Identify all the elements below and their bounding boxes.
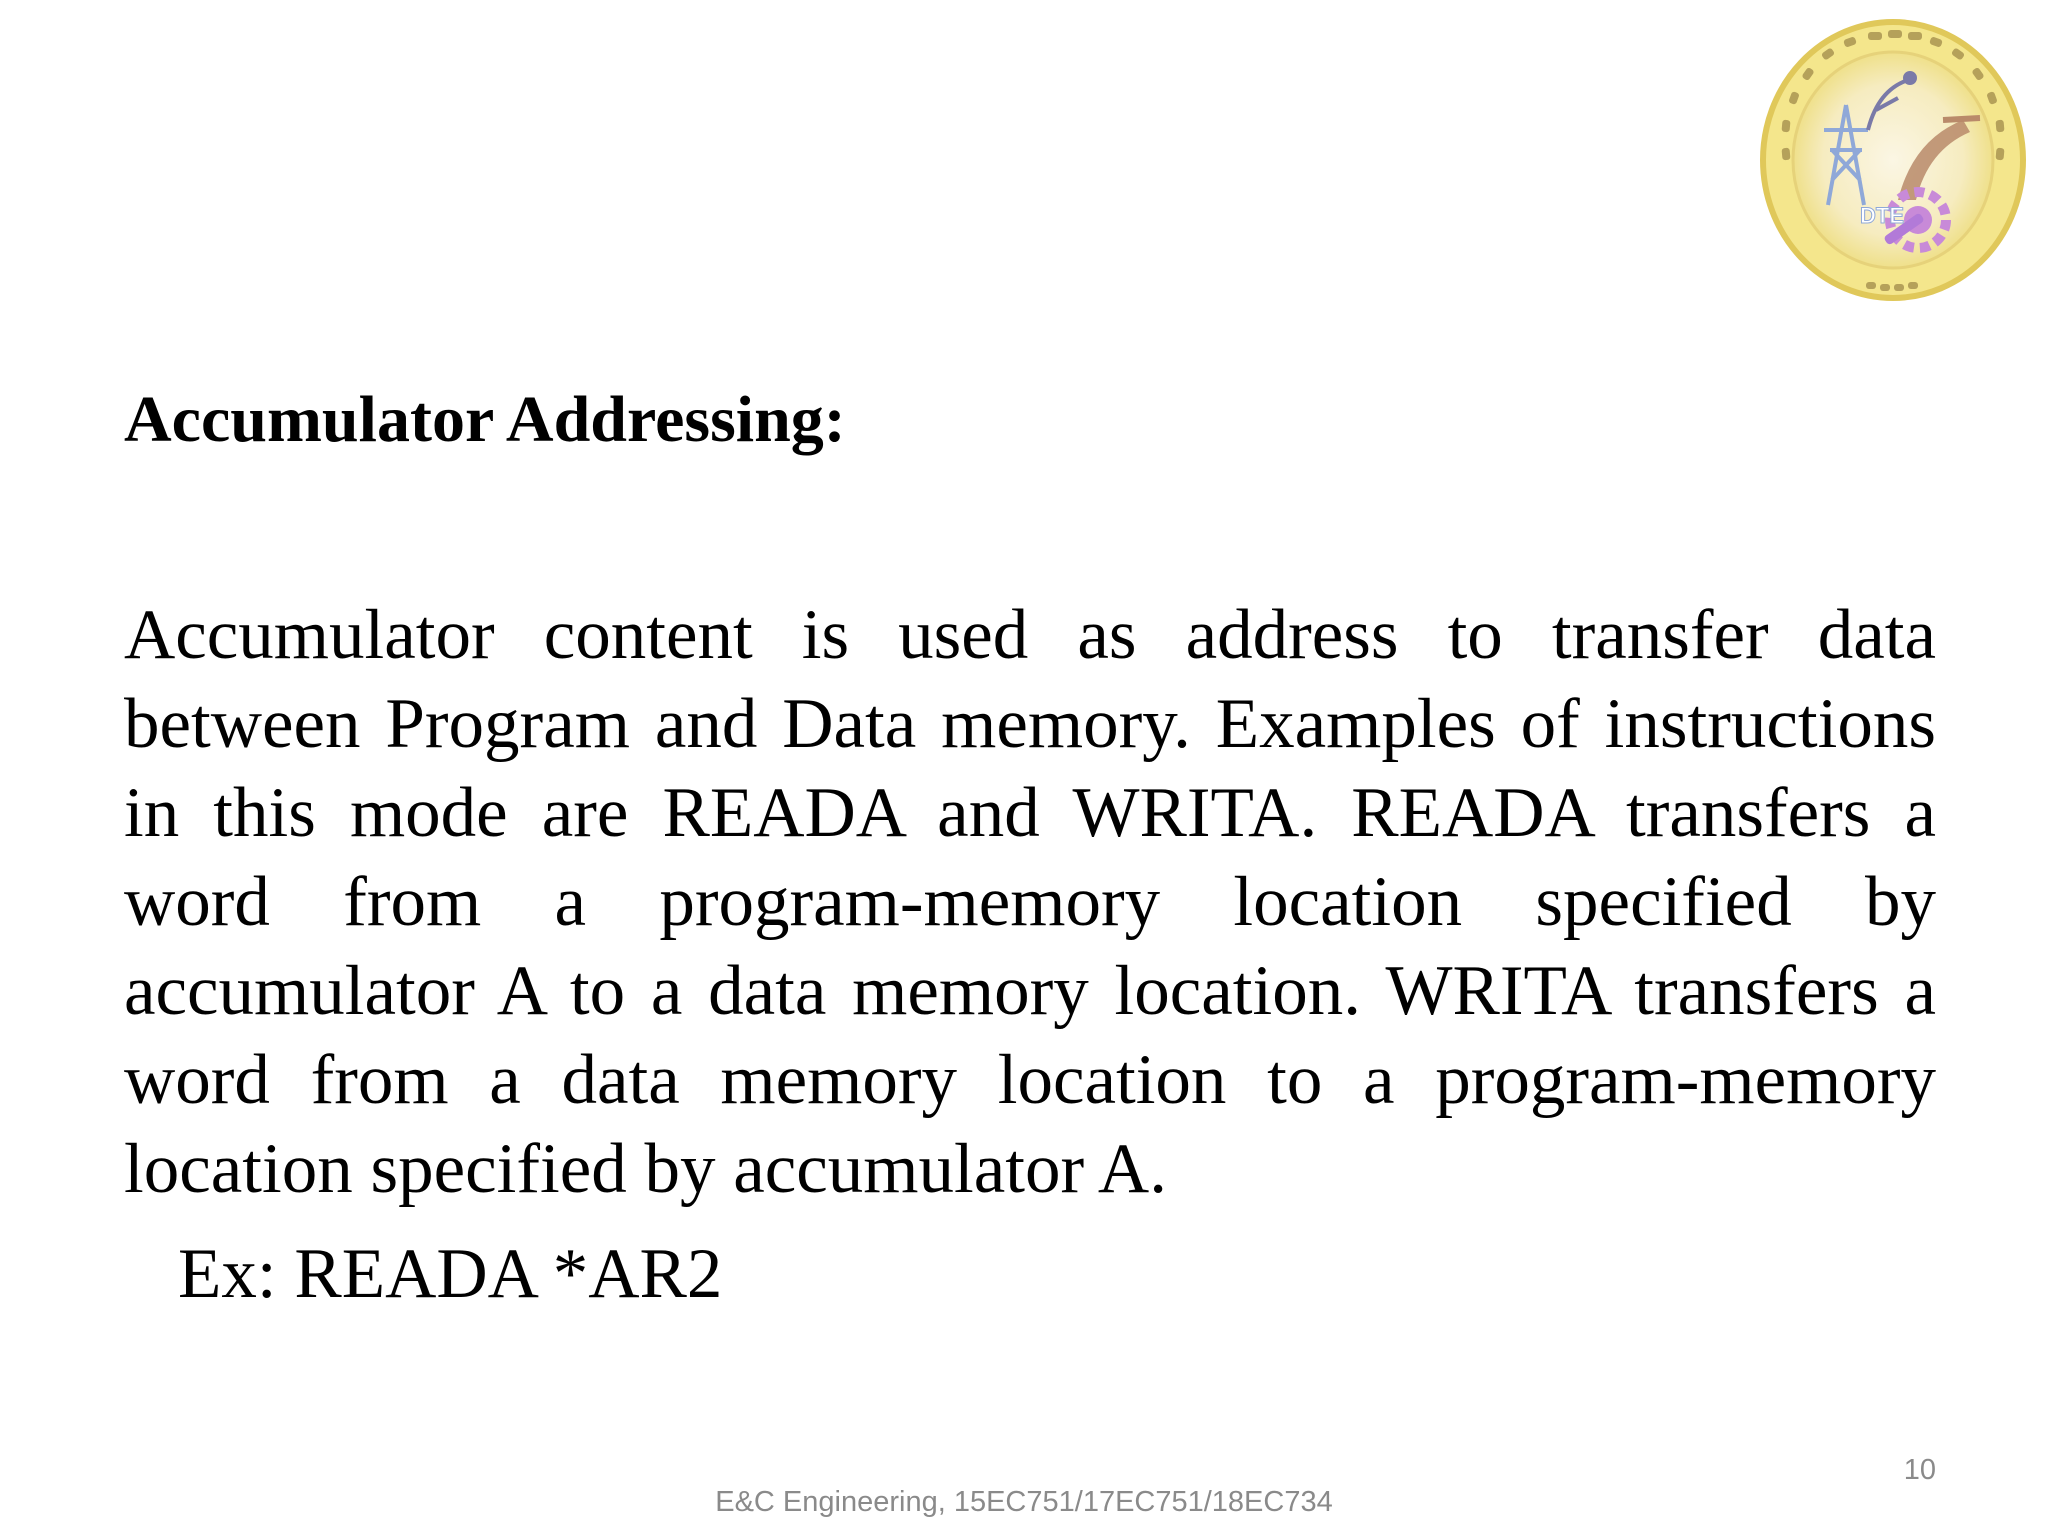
slide-footer: E&C Engineering, 15EC751/17EC751/18EC734 [715,1486,1333,1518]
slide-example: Ex: READA *AR2 [178,1235,723,1313]
logo-dte-label: DTE [1860,203,1904,228]
slide-body-text: Accumulator content is used as address to transfer data between Program and Data memory. Examples of instructions in this mode are READA and WRITA. READA transfers a word from a program-memory location specified by accumulator A to a data memory location. WRITA transfers a word from a data memory location to a program-memory location specified by accumulator A. [124,596,1936,1208]
dte-karnataka-logo [1748,10,2038,310]
slide-heading: Accumulator Addressing: [124,383,846,456]
dte-seal-icon [1748,10,2038,310]
page-number: 10 [1903,1454,1936,1486]
